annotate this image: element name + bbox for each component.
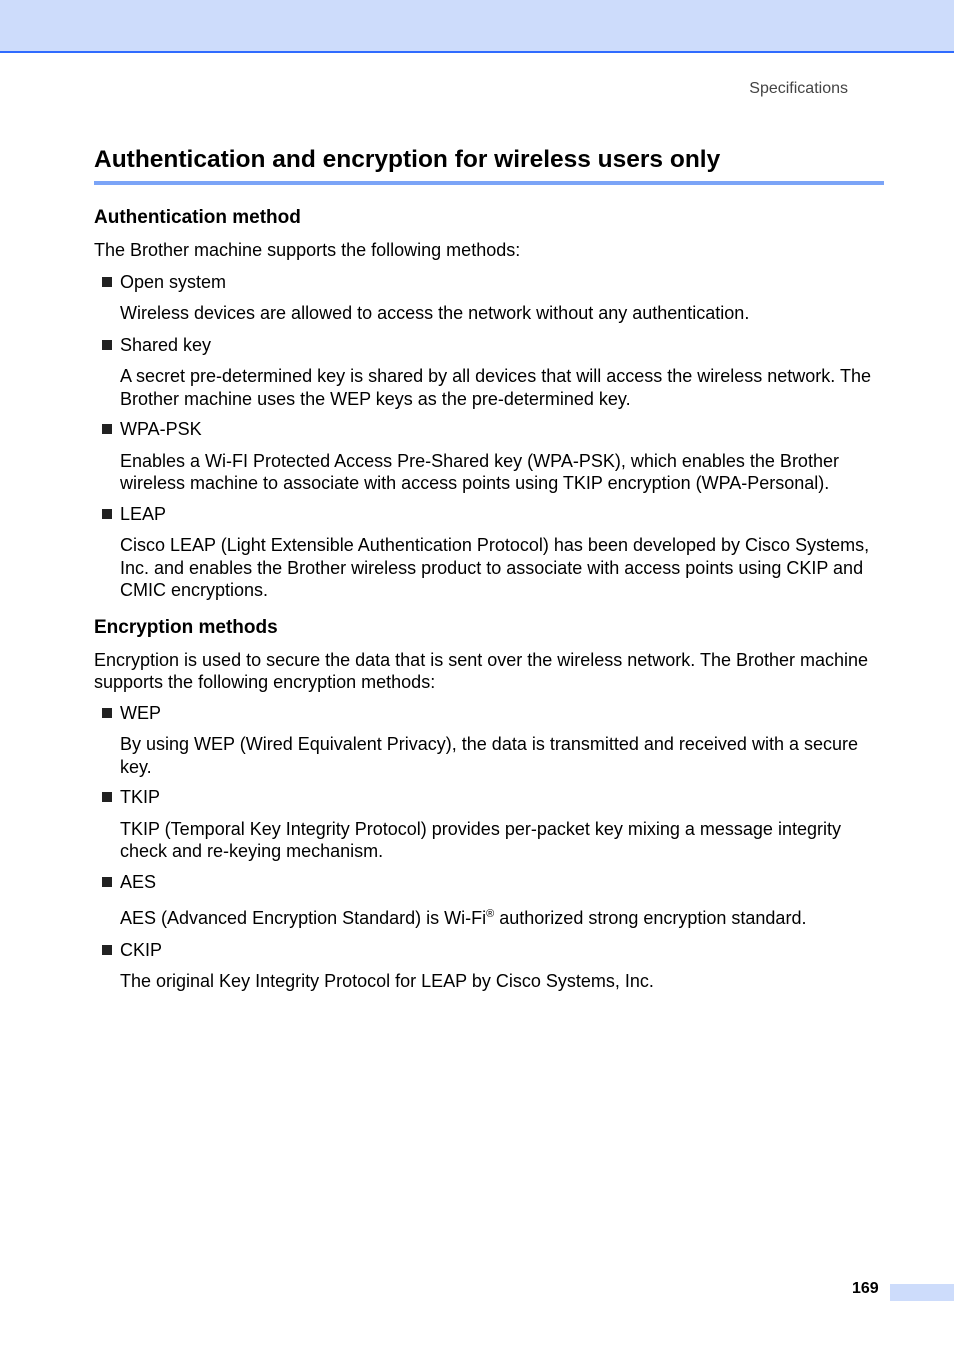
square-bullet-icon xyxy=(102,877,112,887)
square-bullet-icon xyxy=(102,945,112,955)
list-item-title: Open system xyxy=(94,271,884,294)
list-item-description: A secret pre-determined key is shared by all devices that will access the wireless network. The Brother machine uses the WEP keys as the pre-determined key. xyxy=(120,366,871,409)
list-item-title: LEAP xyxy=(94,503,884,526)
list-item-description: AES (Advanced Encryption Standard) is Wi-Fi® authorized strong encryption standard. xyxy=(120,908,807,928)
list-item-description: Cisco LEAP (Light Extensible Authentication Protocol) has been developed by Cisco Systems, Inc. and enables the Brother wireless product to associate with access points using CKIP and CMIC encryptions. xyxy=(120,535,870,600)
list-item-open-system xyxy=(94,271,884,325)
section-heading-encryption: Encryption methods xyxy=(94,616,278,638)
list-item-title: CKIP xyxy=(94,939,884,962)
square-bullet-icon xyxy=(102,509,112,519)
page-content xyxy=(94,143,884,993)
section-heading-authentication: Authentication method xyxy=(94,207,301,228)
header-band xyxy=(0,0,954,53)
list-item-title: WEP xyxy=(94,702,884,725)
list-item-ckip xyxy=(94,939,884,993)
square-bullet-icon xyxy=(102,792,112,802)
list-item-title: AES xyxy=(94,871,884,894)
square-bullet-icon xyxy=(102,340,112,350)
list-item-description: By using WEP (Wired Equivalent Privacy), the data is transmitted and received with a secure key. xyxy=(120,734,858,777)
square-bullet-icon xyxy=(102,708,112,718)
running-head: Specifications xyxy=(749,80,848,97)
list-item-wpa-psk xyxy=(94,418,884,495)
list-item-description: Enables a Wi-FI Protected Access Pre-Shared key (WPA-PSK), which enables the Brother wireless machine to associate with access points using TKIP encryption (WPA-Personal). xyxy=(120,450,839,493)
list-item-description: TKIP (Temporal Key Integrity Protocol) provides per-packet key mixing a message integrity check and re-keying mechanism. xyxy=(120,818,841,861)
list-item-description: Wireless devices are allowed to access the network without any authentication. xyxy=(120,303,750,323)
enc-intro: Encryption is used to secure the data that is sent over the wireless network. The Brother machine supports the following encryption methods: xyxy=(94,649,869,692)
page-number: 169 xyxy=(852,1280,879,1297)
list-item-shared-key xyxy=(94,334,884,411)
list-item-tkip xyxy=(94,786,884,863)
page-tab xyxy=(890,1284,954,1301)
list-item-wep xyxy=(94,702,884,779)
list-item-title: Shared key xyxy=(94,334,884,357)
list-item-aes xyxy=(94,871,884,930)
square-bullet-icon xyxy=(102,424,112,434)
square-bullet-icon xyxy=(102,277,112,287)
auth-intro: The Brother machine supports the following methods: xyxy=(94,240,521,260)
list-item-leap xyxy=(94,503,884,602)
page-title: Authentication and encryption for wireless users only xyxy=(94,143,884,185)
list-item-title: WPA-PSK xyxy=(94,418,884,441)
list-item-title: TKIP xyxy=(94,786,884,809)
list-item-description: The original Key Integrity Protocol for LEAP by Cisco Systems, Inc. xyxy=(120,971,654,991)
registered-mark: ® xyxy=(486,908,495,920)
